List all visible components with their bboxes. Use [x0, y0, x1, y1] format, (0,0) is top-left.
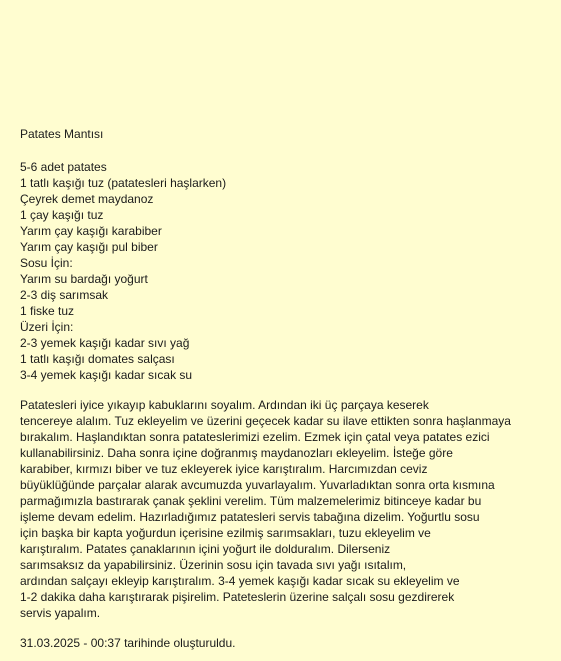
ingredient-item: 2-3 yemek kaşığı kadar sıvı yağ [20, 336, 190, 350]
instruction-line: karabiber, kırmızı biber ve tuz ekleyerek iyice karıştıralım. Harcımızdan ceviz [20, 462, 428, 476]
instruction-line: 1-2 dakika daha karıştırarak pişirelim. Pateteslerin üzerine salçalı sosu gezdirerek [20, 590, 455, 604]
instruction-line: büyüklüğünde parçalar alarak avcumuzda yuvarlayalım. Yuvarladıktan sonra orta kısmına [20, 478, 495, 492]
ingredient-item: 1 fiske tuz [20, 304, 75, 318]
instruction-line: ardından salçayı ekleyip karıştıralım. 3-4 yemek kaşığı kadar sıcak su ekleyelim ve [20, 574, 460, 588]
ingredient-item: Üzeri İçin: [20, 320, 74, 334]
ingredients-list [20, 159, 550, 383]
instruction-line: Patatesleri iyice yıkayıp kabuklarını soyalım. Ardından iki üç parçaya keserek [20, 398, 429, 412]
recipe-document [20, 126, 550, 651]
instruction-line: sarımsaksız da yapabilirsiniz. Üzerinin sosu için tavada sıvı yağı ısıtalım, [20, 558, 407, 572]
instruction-line: parmağımızla bastırarak çanak şeklini verelim. Tüm malzemelerimiz bitinceye kadar bu [20, 494, 482, 508]
ingredient-item: Yarım çay kaşığı pul biber [20, 240, 158, 254]
recipe-title: Patates Mantısı [20, 127, 104, 141]
instruction-line: işleme devam edelim. Hazırladığımız patatesleri servis tabağına dizelim. Yoğurtlu sosu [20, 510, 480, 524]
instruction-line: tencereye alalım. Tuz ekleyelim ve üzerini geçecek kadar su ilave ettikten sonra haşlanmaya [20, 414, 511, 428]
ingredient-item: 5-6 adet patates [20, 160, 107, 174]
ingredient-item: 1 tatlı kaşığı domates salçası [20, 352, 175, 366]
instructions-paragraph [20, 397, 550, 621]
ingredient-item: Yarım su bardağı yoğurt [20, 272, 148, 286]
ingredient-item: 1 çay kaşığı tuz [20, 208, 104, 222]
created-timestamp: 31.03.2025 - 00:37 tarihinde oluşturuldu. [20, 636, 236, 650]
instruction-line: için başka bir kapta yoğurdun içerisine ezilmiş sarımsakları, tuzu ekleyelim ve [20, 526, 431, 540]
ingredient-item: Sosu İçin: [20, 256, 73, 270]
instruction-line: bırakalım. Haşlandıktan sonra patateslerimizi ezelim. Ezmek için çatal veya patates ezici [20, 430, 490, 444]
ingredient-item: 1 tatlı kaşığı tuz (patatesleri haşlarken) [20, 176, 227, 190]
instruction-line: kullanabilirsiniz. Daha sonra içine doğranmış maydanozları ekleyelim. İsteğe göre [20, 446, 453, 460]
instruction-line: servis yapalım. [20, 606, 101, 620]
ingredient-item: 3-4 yemek kaşığı kadar sıcak su [20, 368, 193, 382]
ingredient-item: 2-3 diş sarımsak [20, 288, 109, 302]
ingredient-item: Çeyrek demet maydanoz [20, 192, 154, 206]
instruction-line: karıştıralım. Patates çanaklarının içini yoğurt ile dolduralım. Dilerseniz [20, 542, 391, 556]
ingredient-item: Yarım çay kaşığı karabiber [20, 224, 162, 238]
